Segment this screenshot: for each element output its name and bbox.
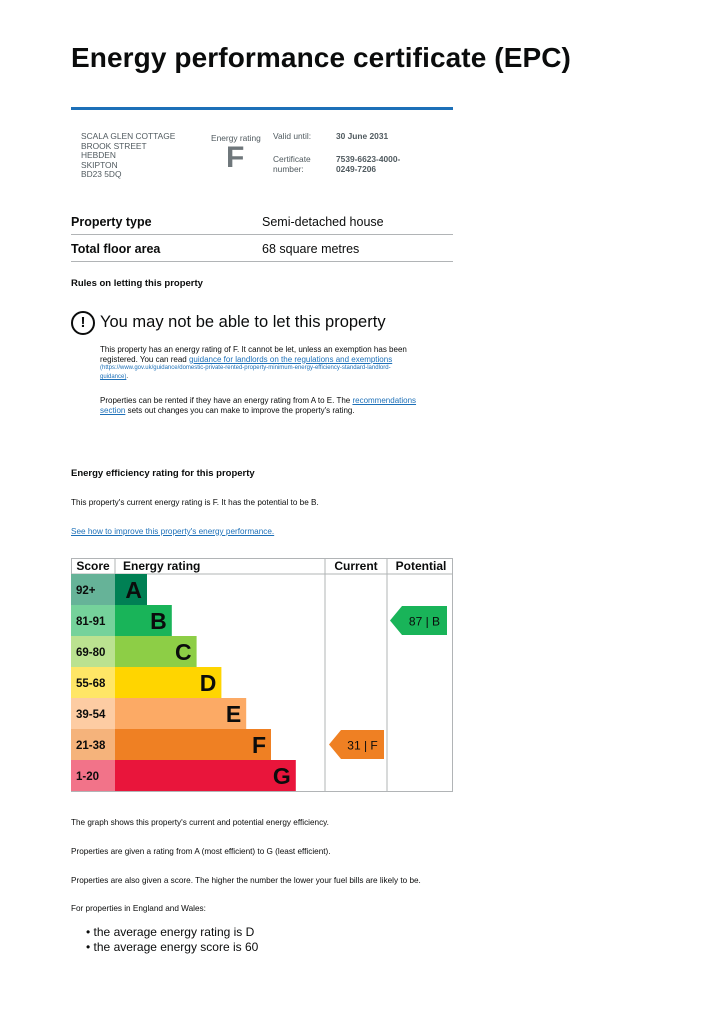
certificate-label-line: number: — [273, 163, 304, 174]
efficiency-heading: Energy efficiency rating for this property — [71, 468, 255, 479]
rating-bar-F — [115, 729, 271, 760]
rating-letter-D: D — [199, 670, 217, 696]
warning-title: You may not be able to let this property — [100, 313, 386, 331]
guidance-url-period: . — [126, 374, 129, 381]
chart-header-0: Score — [76, 559, 110, 573]
energy-rating-letter: F — [226, 141, 245, 174]
letting-paragraph-2 — [100, 396, 445, 415]
floor-area-value: 68 square metres — [262, 242, 360, 256]
letting-rules-heading: Rules on letting this property — [71, 278, 203, 289]
warning-icon: ! — [71, 311, 95, 335]
property-type-value: Semi-detached house — [262, 215, 384, 229]
property-type-row — [71, 208, 453, 235]
score-label-D: 55-68 — [76, 678, 106, 690]
address-line: SCALA GLEN COTTAGE — [81, 131, 176, 141]
score-label-F: 21-38 — [76, 740, 106, 752]
energy-rating-graph — [71, 558, 453, 792]
current-rating-text: This property's current energy rating is F. It has the potential to be B. — [71, 498, 319, 507]
rating-letter-B: B — [150, 608, 167, 634]
rating-bar-G — [115, 760, 296, 791]
letting-paragraph-line — [100, 355, 440, 365]
guidance-url-end[interactable] — [100, 373, 440, 382]
address-line: BROOK STREET — [81, 140, 147, 151]
chart-header-3: Potential — [395, 559, 447, 573]
list-item — [86, 925, 258, 940]
letting-paragraph-line — [100, 396, 445, 406]
certificate-number-value — [336, 155, 400, 174]
address-line: HEBDEN — [81, 150, 116, 161]
list-item — [86, 940, 258, 955]
rating-letter-F: F — [251, 732, 266, 758]
energy-rating-label: Energy rating — [211, 133, 261, 143]
bullet: • — [86, 940, 91, 954]
letting-text: Properties can be rented if they have an energy rating from A to E. The — [100, 396, 353, 405]
landlord-guidance-link[interactable]: guidance for landlords on the regulations and exemptions — [188, 354, 393, 364]
letting-paragraph-line: This property has an energy rating of F. It cannot be let, unless an exemption has been — [100, 345, 407, 354]
letting-text: sets out changes you can make to improve the property's rating. — [125, 405, 355, 415]
valid-until-label: Valid until: — [273, 131, 312, 141]
average-score-text: the average energy score is 60 — [93, 940, 259, 954]
england-wales-text: For properties in England and Wales: — [71, 904, 206, 913]
guidance-url-tail[interactable]: guidance) — [100, 374, 127, 381]
property-type-label: Property type — [71, 215, 152, 229]
letting-paragraph-line — [100, 406, 445, 416]
floor-area-label: Total floor area — [71, 242, 161, 256]
title-divider — [71, 107, 453, 110]
average-rating-text: the average energy rating is D — [93, 925, 255, 939]
recommendations-link[interactable]: recommendations — [352, 396, 417, 405]
address-line: SKIPTON — [81, 159, 118, 170]
certificate-number-line: 7539-6623-4000- — [336, 154, 401, 164]
ratings-explanation: Properties are given a rating from A (most efficient) to G (least efficient). — [71, 847, 331, 856]
averages-list — [86, 925, 258, 955]
recommendations-link-section[interactable]: section — [100, 405, 126, 415]
score-label-A: 92+ — [76, 585, 96, 597]
score-label-E: 39-54 — [76, 709, 106, 721]
valid-until-value: 30 June 2031 — [336, 131, 389, 141]
guidance-url[interactable]: (https://www.gov.uk/guidance/domestic-private-rented-property-minimum-energy-efficiency-standard-landlord- — [100, 365, 391, 372]
chart-header-1: Energy rating — [123, 559, 201, 573]
score-label-C: 69-80 — [76, 647, 106, 659]
score-explanation: Properties are also given a score. The higher the number the lower your fuel bills are likely to be. — [71, 876, 421, 885]
bullet: • — [86, 925, 91, 939]
certificate-label-line: Certificate — [273, 154, 311, 164]
letting-text: registered. You can read — [100, 354, 189, 364]
page-title: Energy performance certificate (EPC) — [71, 42, 571, 73]
property-address — [81, 132, 175, 180]
rating-letter-E: E — [225, 701, 242, 727]
rating-letter-C: C — [174, 639, 192, 665]
chart-header-2: Current — [334, 559, 378, 573]
address-line: BD23 5DQ — [81, 169, 122, 180]
score-label-G: 1-20 — [76, 771, 100, 783]
score-label-B: 81-91 — [76, 616, 106, 628]
graph-explanation: The graph shows this property's current and potential energy efficiency. — [71, 818, 329, 827]
certificate-number-line: 0249-7206 — [336, 163, 377, 174]
rating-letter-G: G — [272, 763, 291, 789]
letting-paragraph-1 — [100, 345, 440, 382]
rating-letter-A: A — [125, 577, 142, 603]
potential-rating-value: 87 | B — [408, 614, 441, 629]
improve-performance-link[interactable]: See how to improve this property's energy performance. — [71, 527, 275, 536]
floor-area-row — [71, 235, 453, 262]
energy-rating-chart — [71, 558, 453, 792]
current-rating-value: 31 | F — [347, 738, 378, 753]
certificate-number-label — [273, 155, 311, 174]
